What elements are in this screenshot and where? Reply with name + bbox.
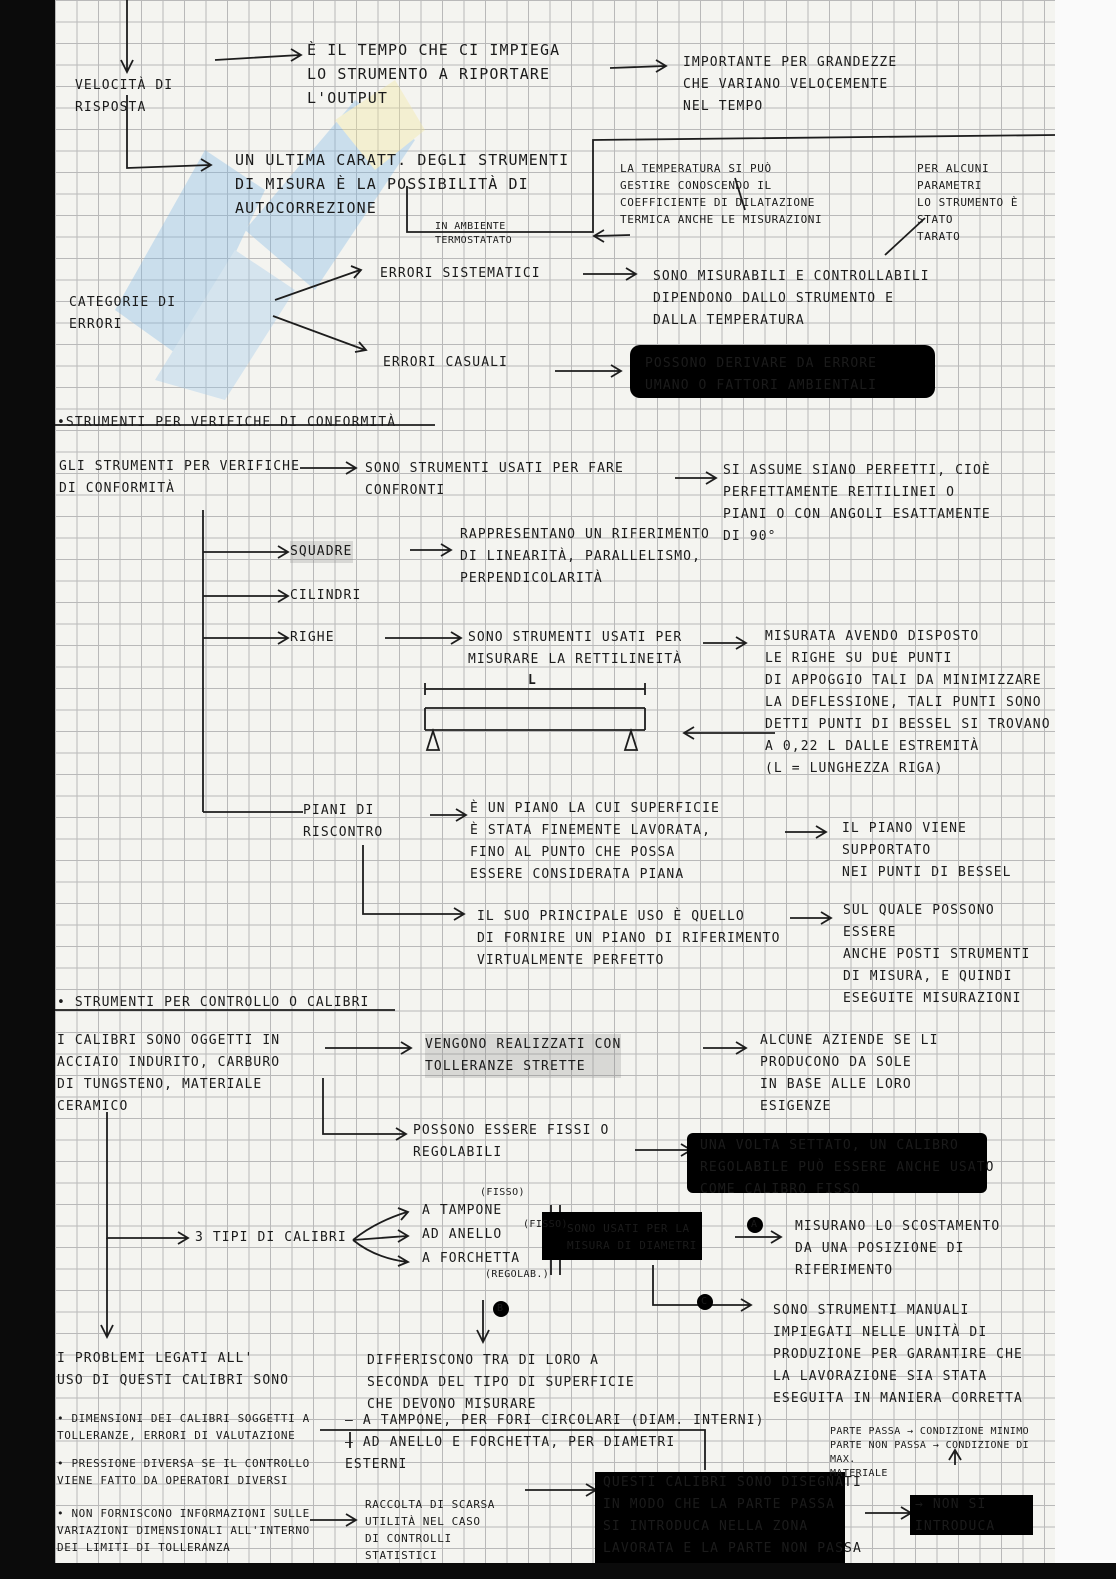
raccolta-note: RACCOLTA DI SCARSA UTILITÀ NEL CASO DI CONTROLLI STATISTICI xyxy=(365,1498,496,1562)
problema-1: • DIMENSIONI DEI CALIBRI SOGGETTI A TOLLERANZE, ERRORI DI VALUTAZIONE xyxy=(57,1412,310,1442)
tipo-regolabile-label: (REGOLAB.) xyxy=(485,1269,550,1280)
section-title-conformita: •STRUMENTI PER VERIFICHE DI CONFORMITÀ xyxy=(57,415,397,430)
errori-casuali: ERRORI CASUALI xyxy=(383,355,508,370)
notebook-page xyxy=(55,0,1055,1579)
calibri-passa-note: QUESTI CALIBRI SONO DISEGNATI IN MODO CHE LA PARTE PASSA SI INTRODUCA NELLA ZONA LAVORATA E LA PARTE NON PASSA xyxy=(603,1475,862,1556)
page-bottom-shadow xyxy=(0,1563,1116,1579)
autocorrezione: UN ULTIMA CARATT. DEGLI STRUMENTI DI MISURA È LA POSSIBILITÀ DI AUTOCORREZIONE xyxy=(235,151,570,217)
temperatura-note: LA TEMPERATURA SI PUÒ GESTIRE CONOSCENDO IL COEFFICIENTE DI DILATAZIONE TERMICA ANCHE LE MISURAZIONI xyxy=(620,162,823,226)
page-left-shadow xyxy=(0,0,55,1579)
parte-passa-note: PARTE PASSA → CONDIZIONE MINIMO PARTE NON PASSA → CONDIZIONE DI MAX. MATERIALE xyxy=(830,1426,1030,1479)
circle-b-label: B xyxy=(497,1303,504,1314)
righe-note: MISURATA AVENDO DISPOSTO LE RIGHE SU DUE PUNTI DI APPOGGIO TALI DA MINIMIZZARE LA DEFLESSIONE, TALI PUNTI SONO DETTI PUNTI DI BESSEL SI TROVANO A 0,22 L DALLE ESTREMITÀ (L = LUNGHEZZA RIGA) xyxy=(765,629,1051,776)
scostamento-note: MISURANO LO SCOSTAMENTO DA UNA POSIZIONE DI RIFERIMENTO xyxy=(795,1219,1001,1278)
tipo-fisso-label: (FISSO) xyxy=(480,1187,525,1198)
piani-uso-note: SUL QUALE POSSONO ESSERE ANCHE POSTI STRUMENTI DI MISURA, E QUINDI ESEGUITE MISURAZIONI xyxy=(843,903,1031,1006)
velocita-definition: È IL TEMPO CHE CI IMPIEGA LO STRUMENTO A RIPORTARE L'OUTPUT xyxy=(307,41,561,107)
calibro-anello: AD ANELLO xyxy=(422,1227,503,1242)
taratura-note: PER ALCUNI PARAMETRI LO STRUMENTO È STATO TARATO xyxy=(917,162,1019,243)
calibri-tolleranze: VENGONO REALIZZATI CON TOLLERANZE STRETTE xyxy=(425,1034,621,1078)
righe-definition: SONO STRUMENTI USATI PER MISURARE LA RETTILINEITÀ xyxy=(468,630,683,667)
calibro-forchetta: A FORCHETTA xyxy=(422,1251,521,1266)
termostato-note: IN AMBIENTE TERMOSTATATO xyxy=(435,221,513,246)
tre-tipi-calibri: 3 TIPI DI CALIBRI xyxy=(195,1230,347,1245)
squadre-note: RAPPRESENTANO UN RIFERIMENTO DI LINEARITÀ, PARALLELISMO, PERPENDICOLARITÀ xyxy=(460,527,710,586)
non-si-introduca: → NON SI INTRODUCA xyxy=(915,1497,996,1534)
problema-3: • NON FORNISCONO INFORMAZIONI SULLE VARIAZIONI DIMENSIONALI ALL'INTERNO DEI LIMITI DI TOLLERANZA xyxy=(57,1507,310,1554)
squadre: SQUADRE xyxy=(290,541,353,563)
problemi-label: I PROBLEMI LEGATI ALL' USO DI QUESTI CALIBRI SONO xyxy=(57,1351,290,1388)
conformita-note: SI ASSUME SIANO PERFETTI, CIOÈ PERFETTAMENTE RETTILINEI O PIANI O CON ANGOLI ESATTAMENTE DI 90° xyxy=(723,463,991,544)
circle-c-label: C xyxy=(701,1296,708,1307)
section-title-calibri: • STRUMENTI PER CONTROLLO O CALIBRI xyxy=(57,995,370,1010)
conformita-label: GLI STRUMENTI PER VERIFICHE DI CONFORMITÀ xyxy=(59,459,301,496)
velocita-note: IMPORTANTE PER GRANDEZZE CHE VARIANO VELOCEMENTE NEL TEMPO xyxy=(683,55,898,114)
strumenti-manuali-note: SONO STRUMENTI MANUALI IMPIEGATI NELLE UNITÀ DI PRODUZIONE PER GARANTIRE CHE LA LAVORAZIONE SIA STATA ESEGUITA IN MANIERA CORRETTA xyxy=(773,1303,1023,1406)
riga-length-label: L xyxy=(528,673,537,688)
differiscono-tampone: – A TAMPONE, PER FORI CIRCOLARI (DIAM. INTERNI) xyxy=(345,1413,765,1428)
sistematici-note: SONO MISURABILI E CONTROLLABILI DIPENDONO DALLO STRUMENTO E DALLA TEMPERATURA xyxy=(653,269,930,328)
tipi-uso: SONO USATI PER LA MISURA DI DIAMETRI xyxy=(567,1222,698,1252)
circle-a-label: A xyxy=(751,1219,758,1230)
piani-riscontro: PIANI DI RISCONTRO xyxy=(303,803,384,840)
cilindri: CILINDRI xyxy=(290,588,362,603)
conformita-definition: SONO STRUMENTI USATI PER FARE CONFRONTI xyxy=(365,461,624,498)
calibro-tampone: A TAMPONE xyxy=(422,1203,503,1218)
page-right-edge xyxy=(1055,0,1116,1579)
piani-note: IL PIANO VIENE SUPPORTATO NEI PUNTI DI BESSEL xyxy=(842,821,1012,880)
calibri-aziende: ALCUNE AZIENDE SE LI PRODUCONO DA SOLE IN BASE ALLE LORO ESIGENZE xyxy=(760,1033,939,1114)
differiscono-note: DIFFERISCONO TRA DI LORO A SECONDA DEL TIPO DI SUPERFICIE CHE DEVONO MISURARE xyxy=(367,1353,635,1412)
errori-sistematici: ERRORI SISTEMATICI xyxy=(380,266,541,281)
problema-2: • PRESSIONE DIVERSA SE IL CONTROLLO VIENE FATTO DA OPERATORI DIVERSI xyxy=(57,1457,310,1487)
velocita-label: VELOCITÀ DI RISPOSTA xyxy=(75,78,174,115)
righe: RIGHE xyxy=(290,630,335,645)
differiscono-anello: – AD ANELLO E FORCHETTA, PER DIAMETRI ESTERNI xyxy=(345,1435,676,1472)
calibro-regolabile-note: UNA VOLTA SETTATO, UN CALIBRO REGOLABILE PUÒ ESSERE ANCHE USATO COME CALIBRO FISSO xyxy=(700,1138,995,1197)
categorie-errori: CATEGORIE DI ERRORI xyxy=(69,295,177,332)
tipo-anello-fisso-label: (FISSO) xyxy=(523,1219,568,1230)
piani-uso: IL SUO PRINCIPALE USO È QUELLO DI FORNIRE UN PIANO DI RIFERIMENTO VIRTUALMENTE PERFETTO xyxy=(477,909,781,968)
calibri-fissi-regolabili: POSSONO ESSERE FISSI O REGOLABILI xyxy=(413,1123,610,1160)
casuali-note: POSSONO DERIVARE DA ERRORE UMANO O FATTORI AMBIENTALI xyxy=(645,356,878,393)
piani-definition: È UN PIANO LA CUI SUPERFICIE È STATA FINEMENTE LAVORATA, FINO AL PUNTO CHE POSSA ESSERE CONSIDERATA PIANA xyxy=(470,801,720,882)
calibri-definition: I CALIBRI SONO OGGETTI IN ACCIAIO INDURITO, CARBURO DI TUNGSTENO, MATERIALE CERAMICO xyxy=(57,1033,281,1114)
